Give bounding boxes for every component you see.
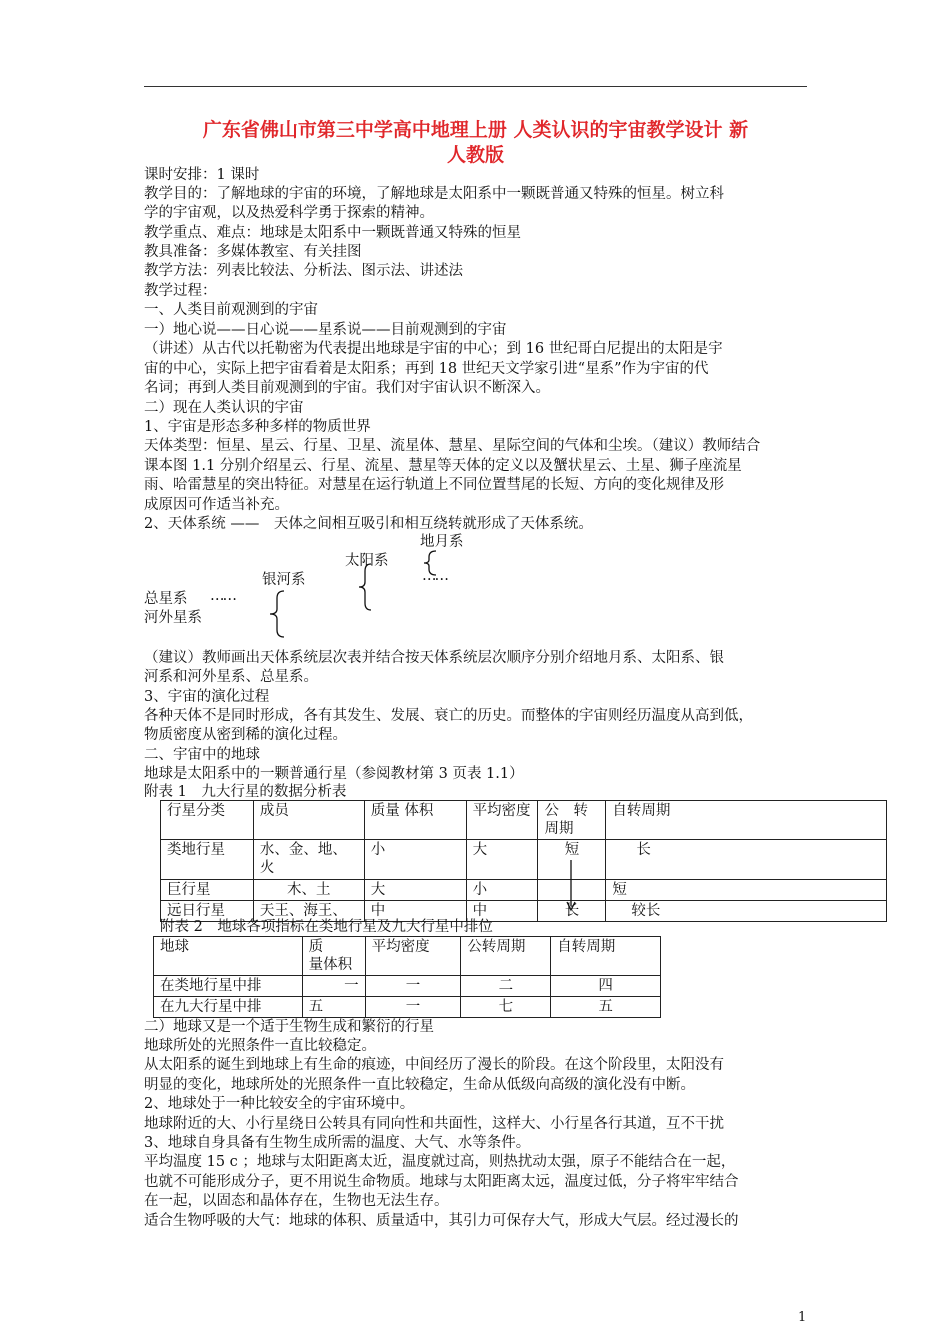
text-line: 3、宇宙的演化过程 [144, 689, 270, 705]
text-line: 从太阳系的诞生到地球上有生命的痕迹，中间经历了漫长的阶段。在这个阶段里，太阳没有 [144, 1057, 724, 1073]
text-line: 名词；再到人类目前观测到的宇宙。我们对宇宙认识不断深入。 [144, 380, 550, 396]
table-cell: 五 [302, 997, 365, 1018]
diagram-earth-moon: 地月系 [420, 534, 464, 550]
table-cell: 一 [365, 997, 461, 1018]
table-cell: 短 [538, 840, 606, 880]
diagram-galaxy: 银河系 [262, 572, 306, 588]
planet-data-table [160, 800, 887, 922]
table-cell: 中 [466, 901, 538, 922]
text-line: 地球所处的光照条件一直比较稳定。 [144, 1038, 376, 1054]
table-caption: 附表 2 地球各项指标在类地行星及九大行星中排位 [160, 919, 493, 935]
table-header-cell: 平均密度 [466, 801, 538, 840]
table-cell: 大 [466, 840, 538, 880]
text-line: 3、地球自身具备有生物生成所需的温度、大气、水等条件。 [144, 1135, 531, 1151]
diagram-dots: …… [210, 588, 235, 604]
title-line-2: 人教版 [446, 144, 504, 166]
table-header-cell: 公转周期 [461, 937, 551, 976]
text-line: 适合生物呼吸的大气：地球的体积、质量适中，其引力可保存大气，形成大气层。经过漫长的 [144, 1213, 739, 1229]
table-row [161, 880, 887, 901]
table-cell: 长 [606, 840, 887, 880]
text-line: 成原因可作适当补充。 [144, 497, 289, 513]
text-line: 教学方法：列表比较法、分析法、图示法、讲述法 [144, 263, 463, 279]
table-cell: 短 [606, 880, 887, 901]
text-line: 教具准备：多媒体教室、有关挂图 [144, 244, 362, 260]
table-row [161, 840, 887, 880]
title-line-1: 广东省佛山市第三中学高中地理上册 人类认识的宇宙教学设计 新 [202, 119, 749, 141]
diagram-solar-system: 太阳系 [345, 553, 389, 569]
text-line: 1、宇宙是形态多种多样的物质世界 [144, 419, 371, 435]
text-line: 宙的中心，实际上把宇宙看着是太阳系；再到 18 世纪天文学家引进“星系”作为宇宙的代 [144, 361, 709, 377]
text-line: 地球附近的大、小行星绕日公转具有同向性和共面性，这样大、小行星各行其道，互不干扰 [144, 1116, 724, 1132]
document-title [144, 118, 807, 168]
brace-galaxy [266, 590, 290, 638]
table-row [154, 997, 661, 1018]
table-header-cell: 地球 [154, 937, 303, 976]
text-line: 物质密度从密到稀的演化过程。 [144, 727, 347, 743]
text-line: 课本图 1.1 分别介绍星云、行星、流星、慧星等天体的定义以及蟹状星云、土星、狮子座流星 [144, 458, 742, 474]
table-header-cell: 自转周期 [606, 801, 887, 840]
diagram-universe: 总星系 [144, 591, 188, 607]
table-cell: 小 [364, 840, 466, 880]
brace-earth-moon [420, 550, 442, 576]
text-line: 明显的变化，地球所处的光照条件一直比较稳定，生命从低级向高级的演化没有中断。 [144, 1077, 695, 1093]
table-cell: 大 [364, 880, 466, 901]
text-line: （讲述）从古代以托勒密为代表提出地球是宇宙的中心；到 16 世纪哥白尼提出的太阳是宇 [144, 341, 723, 357]
table-cell: 一 [365, 976, 461, 997]
table-header-cell: 质量 体积 [364, 801, 466, 840]
table-cell: 二 [461, 976, 551, 997]
text-line: 在一起，以固态和晶体存在，生物也无法生存。 [144, 1193, 449, 1209]
text-line: 2、天体系统 —— 天体之间相互吸引和相互绕转就形成了天体系统。 [144, 516, 593, 532]
text-line: 教学过程： [144, 283, 217, 299]
table-cell: 一 [302, 976, 365, 997]
table-cell: 巨行星 [161, 880, 254, 901]
trend-arrow [565, 858, 577, 914]
earth-ranking-table [153, 936, 661, 1018]
text-line: 2、地球处于一种比较安全的宇宙环境中。 [144, 1096, 415, 1112]
table-header-row [154, 937, 661, 976]
table-cell: 长 [538, 901, 606, 922]
table-header-cell: 质 量体积 [302, 937, 365, 976]
text-line: 天体类型：恒星、星云、行星、卫星、流星体、慧星、星际空间的气体和尘埃。（建议）教师结合 [144, 438, 761, 454]
text-line: 教学重点、难点：地球是太阳系中一颗既普通又特殊的恒星 [144, 225, 521, 241]
table-cell: 木、土 [253, 880, 364, 901]
section-heading: 二）现在人类认识的宇宙 [144, 400, 304, 416]
text-line: 学的宇宙观，以及热爱科学勇于探索的精神。 [144, 205, 434, 221]
text-line: 地球是太阳系中的一颗普通行星（参阅教材第 3 页表 1.1） [144, 766, 524, 782]
table-header-cell: 自转周期 [551, 937, 661, 976]
table-cell: 类地行星 [161, 840, 254, 880]
table-header-cell: 行星分类 [161, 801, 254, 840]
table-header-cell: 平均密度 [365, 937, 461, 976]
table-cell: 四 [551, 976, 661, 997]
table-cell: 在九大行星中排 [154, 997, 303, 1018]
table-cell: 天王、海王、 [253, 901, 364, 922]
text-line: 课时安排：1 课时 [144, 167, 260, 183]
table-cell: 较长 [606, 901, 887, 922]
top-rule [144, 86, 807, 87]
diagram-dots: …… [422, 568, 447, 584]
text-line: 雨、哈雷慧星的突出特征。对慧星在运行轨道上不同位置彗尾的长短、方向的变化规律及形 [144, 477, 724, 493]
text-line: 平均温度 15 c ；地球与太阳距离太近，温度就过高，则热扰动太强，原子不能结合在一起， [144, 1154, 736, 1170]
text-line: （建议）教师画出天体系统层次表并结合按天体系统层次顺序分别介绍地月系、太阳系、银 [144, 650, 724, 666]
table-cell: 七 [461, 997, 551, 1018]
page-number: 1 [798, 1310, 807, 1325]
section-heading: 一）地心说——日心说——星系说——目前观测到的宇宙 [144, 322, 507, 338]
text-line: 也就不可能形成分子，更不用说生命物质。地球与太阳距离太远，温度过低，分子将牢牢结合 [144, 1174, 739, 1190]
table-cell: 五 [551, 997, 661, 1018]
table-header-row [161, 801, 887, 840]
section-heading: 二、宇宙中的地球 [144, 747, 260, 763]
text-line: 教学目的：了解地球的宇宙的环境，了解地球是太阳系中一颗既普通又特殊的恒星。树立科 [144, 186, 724, 202]
table-header-cell: 成员 [253, 801, 364, 840]
text-line: 各种天体不是同时形成，各有其发生、发展、衰亡的历史。而整体的宇宙则经历温度从高到低， [144, 708, 753, 724]
table-header-cell: 公 转周期 [538, 801, 606, 840]
diagram-extragalactic: 河外星系 [144, 610, 202, 626]
table-cell: 小 [466, 880, 538, 901]
text-line: 河系和河外星系、总星系。 [144, 669, 318, 685]
table-row [154, 976, 661, 997]
table-cell: 水、金、地、火 [253, 840, 364, 880]
table-cell: 中 [364, 901, 466, 922]
table-caption: 附表 1 九大行星的数据分析表 [144, 784, 347, 800]
section-heading: 一、人类目前观测到的宇宙 [144, 302, 318, 318]
brace-solar [355, 563, 377, 611]
table-cell: 在类地行星中排 [154, 976, 303, 997]
section-heading: 二）地球又是一个适于生物生成和繁衍的行星 [144, 1019, 434, 1035]
table-cell: 远日行星 [161, 901, 254, 922]
